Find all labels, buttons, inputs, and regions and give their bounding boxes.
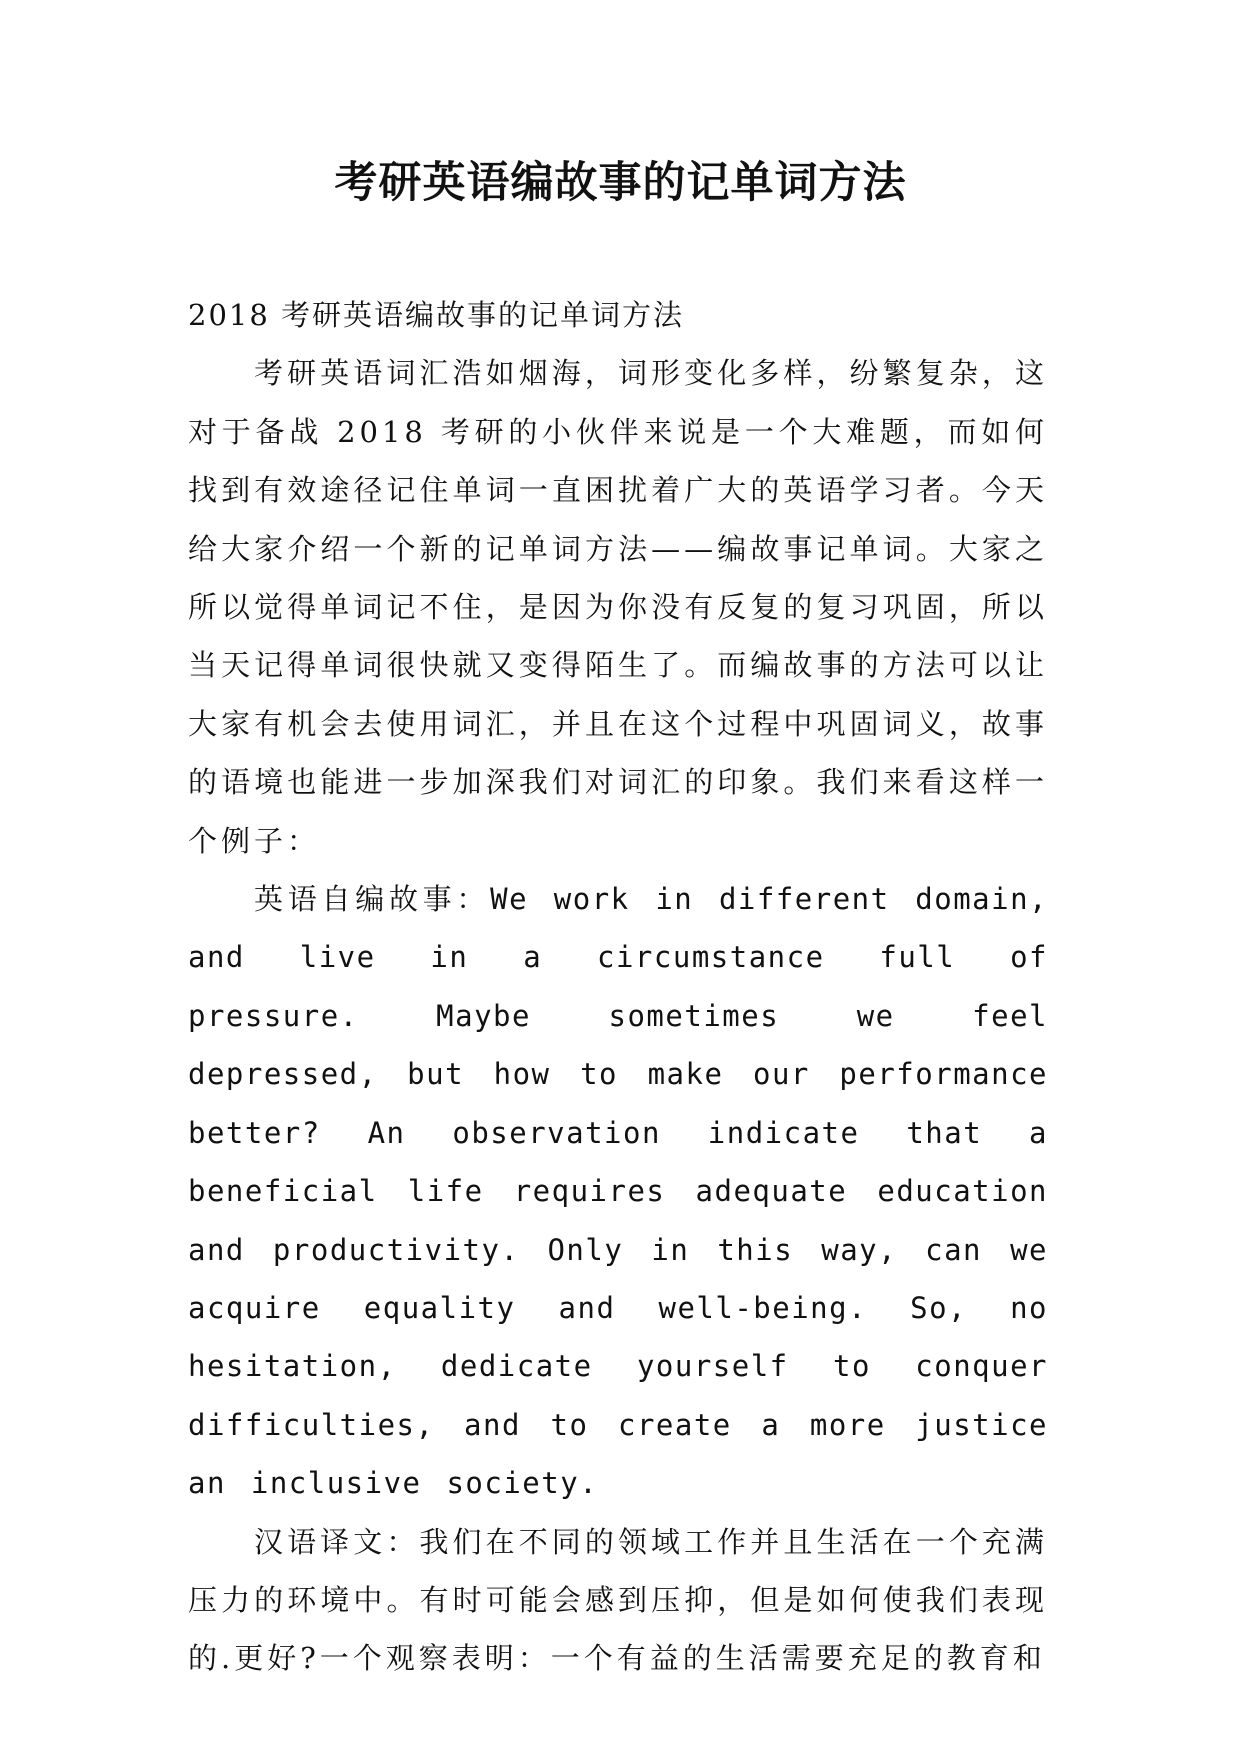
translation-paragraph: 汉语译文：我们在不同的领域工作并且生活在一个充满压力的环境中。有时可能会感到压抑，但是如何使我们表现的.更好?一个观察表明：一个有益的生活需要充足的教育和: [188, 1524, 1048, 1676]
story-english-text: We work in different domain, and live in a circumstance full of pressure. Maybe sometimes we feel depressed, but how to make our performance better? An observation indicate that a beneficial life requires adequate education and productivity. Only in this way, can we acquire equality and well-being. So, no hesitation, dedicate yourself to conquer difficulties, and to create a more justice an inclusive society.: [188, 882, 1048, 1501]
document-title: 考研英语编故事的记单词方法: [334, 158, 907, 208]
story-paragraph: [188, 870, 1048, 1512]
intro-paragraph: 考研英语词汇浩如烟海，词形变化多样，纷繁复杂，这对于备战 2018 考研的小伙伴来说是一个大难题，而如何找到有效途径记住单词一直困扰着广大的英语学习者。今天给大家介绍一个新的记单词方法——编故事记单词。大家之所以觉得单词记不住，是因为你没有反复的复习巩固，所以当天记得单词很快就又变得陌生了。而编故事的方法可以让大家有机会去使用词汇，并且在这个过程中巩固词义，故事的语境也能进一步加深我们对词汇的印象。我们来看这样一个例子：: [188, 356, 1048, 858]
document-body: [188, 286, 1048, 1688]
story-label: 英语自编故事：: [254, 882, 491, 917]
document-subtitle: 2018 考研英语编故事的记单词方法: [188, 298, 685, 332]
